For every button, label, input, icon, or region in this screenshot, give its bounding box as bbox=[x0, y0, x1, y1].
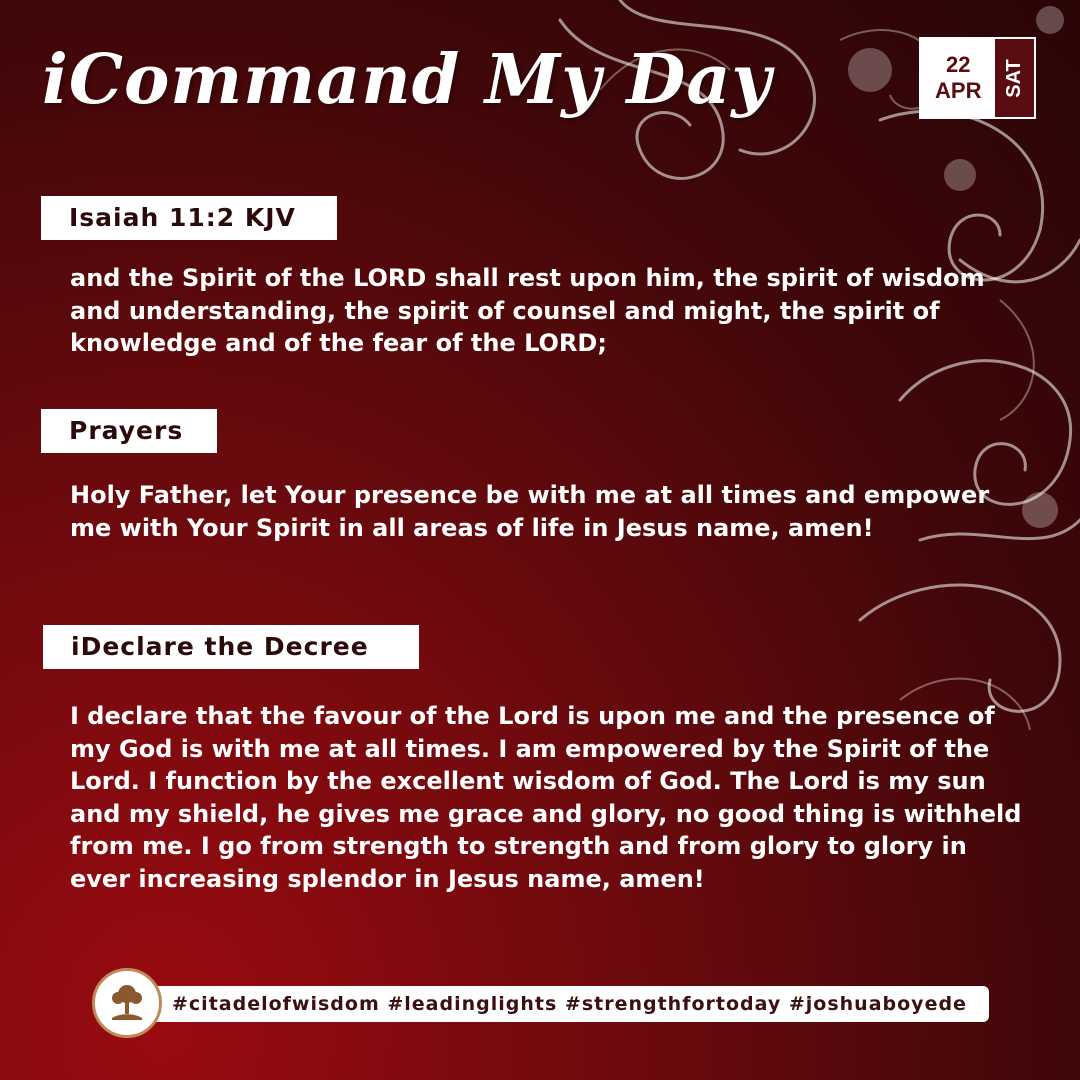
prayers-label: Prayers bbox=[41, 409, 217, 453]
scripture-text: and the Spirit of the LORD shall rest upon him, the spirit of wisdom and understanding, the spirit of counsel and might, the spirit of knowledge and of the fear of the LORD; bbox=[70, 264, 985, 357]
date-weekday-strip bbox=[995, 39, 1034, 117]
date-day-month bbox=[921, 39, 995, 117]
date-weekday: SAT bbox=[1003, 58, 1026, 98]
hashtag-bar: #citadelofwisdom #leadinglights #strengthfortoday #joshuaboyede bbox=[120, 986, 989, 1022]
date-badge bbox=[919, 37, 1036, 119]
scripture-reference-label: Isaiah 11:2 KJV bbox=[41, 196, 337, 240]
decree-text: I declare that the favour of the Lord is upon me and the presence of my God is with me at all times. I am empowered by the Spirit of the Lord. I function by the excellent wisdom of God. The Lord is my sun and my shield, he gives me grace and glory, no good thing is withheld from me. I go from strength to strength and from glory to glory in ever increasing splendor in Jesus name, amen! bbox=[70, 702, 1022, 893]
tree-logo-icon bbox=[92, 968, 162, 1038]
date-month: APR bbox=[935, 78, 982, 103]
decree-label: iDeclare the Decree bbox=[43, 625, 419, 669]
prayer-text: Holy Father, let Your presence be with me at all times and empower me with Your Spirit in all areas of life in Jesus name, amen! bbox=[70, 481, 990, 542]
page-title: iCommand My Day bbox=[42, 40, 772, 120]
date-day: 22 bbox=[946, 52, 971, 77]
